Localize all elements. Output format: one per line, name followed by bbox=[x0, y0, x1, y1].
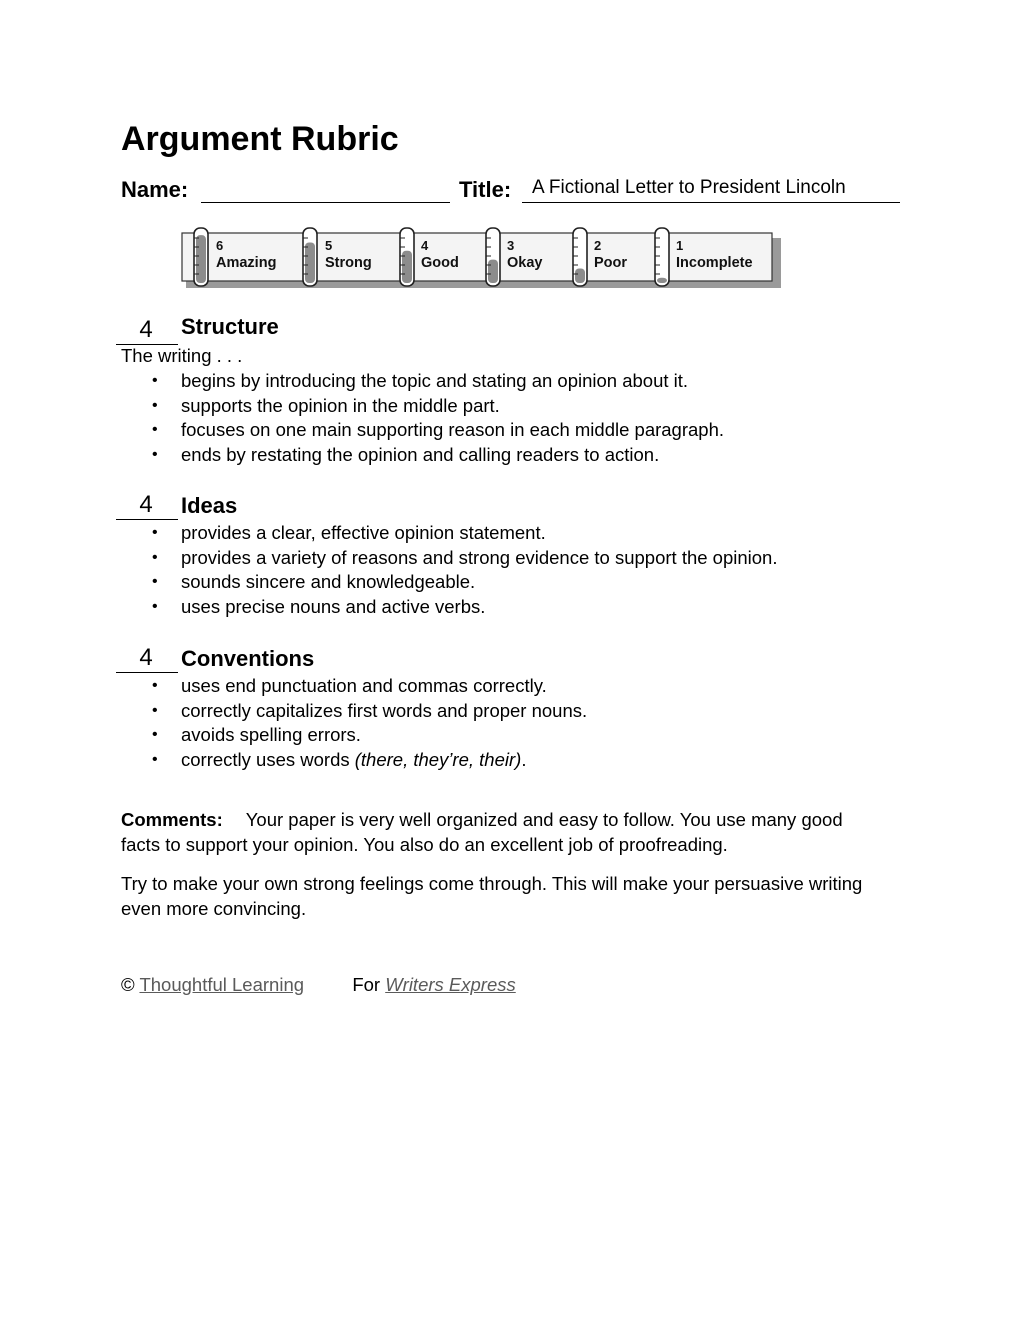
criterion-text: correctly uses words bbox=[181, 748, 355, 770]
bullet: • bbox=[152, 597, 158, 615]
conventions-criteria-list bbox=[121, 674, 587, 772]
list-item bbox=[121, 595, 777, 620]
bullet: • bbox=[152, 445, 158, 463]
criterion-text: supports the opinion in the middle part. bbox=[181, 394, 500, 416]
comments-label: Comments: bbox=[121, 809, 223, 830]
writers-express-link[interactable]: Writers Express bbox=[385, 974, 516, 995]
test-tube-icon bbox=[655, 228, 669, 286]
scale-label: Incomplete bbox=[676, 255, 753, 271]
ideas-score: 4 bbox=[139, 491, 153, 518]
for-label: For bbox=[352, 974, 381, 995]
bullet: • bbox=[152, 573, 158, 590]
structure-criteria-list bbox=[121, 369, 724, 467]
scale-number: 5 bbox=[325, 238, 333, 253]
bullet: • bbox=[152, 548, 158, 566]
bullet: • bbox=[152, 524, 158, 541]
criterion-text: provides a clear, effective opinion statement. bbox=[181, 522, 546, 543]
conventions-score-line[interactable] bbox=[116, 644, 178, 673]
test-tube-fill bbox=[488, 260, 498, 283]
test-tube-fill bbox=[305, 242, 315, 283]
structure-score: 4 bbox=[139, 316, 153, 343]
structure-heading: Structure bbox=[181, 314, 279, 339]
ideas-score-line[interactable] bbox=[116, 491, 178, 520]
structure-score-line[interactable] bbox=[116, 314, 178, 345]
bullet: • bbox=[152, 372, 158, 389]
list-item bbox=[121, 394, 724, 419]
scale-label: Strong bbox=[325, 255, 372, 271]
criterion-example-words: (there, they’re, their) bbox=[354, 748, 522, 770]
criterion-text: uses precise nouns and active verbs. bbox=[181, 595, 486, 617]
rating-scale-graphic bbox=[180, 226, 785, 292]
criterion-text: begins by introducing the topic and stating an opinion about it. bbox=[181, 370, 689, 391]
test-tube-fill bbox=[196, 235, 206, 283]
rating-scale bbox=[180, 226, 785, 292]
list-item bbox=[121, 418, 724, 443]
comments-paragraph-2: Try to make your own strong feelings come through. This will make your persuasive writing even more convincing. bbox=[121, 873, 863, 919]
ideas-heading: Ideas bbox=[181, 493, 238, 518]
criterion-text: focuses on one main supporting reason in each middle paragraph. bbox=[181, 419, 725, 440]
criterion-text: avoids spelling errors. bbox=[181, 724, 361, 745]
comments-text-1: Your paper is very well organized and easy to follow. You use many good facts to support your opinion. You also do an excellent job of proofreading. bbox=[121, 809, 843, 855]
bullet: • bbox=[152, 677, 158, 694]
criterion-text: provides a variety of reasons and strong evidence to support the opinion. bbox=[181, 546, 778, 568]
scale-number: 6 bbox=[216, 238, 224, 253]
bullet: • bbox=[152, 726, 158, 743]
criterion-text: uses end punctuation and commas correctly. bbox=[181, 675, 547, 696]
list-item bbox=[121, 723, 587, 748]
page-title: Argument Rubric bbox=[121, 120, 399, 158]
name-label: Name: bbox=[121, 177, 189, 202]
list-item bbox=[121, 369, 724, 394]
criterion-text: ends by restating the opinion and calling readers to action. bbox=[181, 443, 660, 465]
scale-number: 4 bbox=[421, 238, 429, 253]
name-field-line[interactable] bbox=[201, 202, 450, 203]
copyright-symbol: © bbox=[121, 974, 135, 995]
bullet: • bbox=[152, 750, 158, 768]
bullet: • bbox=[152, 421, 158, 438]
conventions-score: 4 bbox=[139, 644, 153, 671]
thoughtful-learning-link[interactable]: Thoughtful Learning bbox=[139, 974, 305, 995]
list-item bbox=[121, 699, 587, 724]
title-label: Title: bbox=[459, 177, 512, 202]
ideas-criteria-list bbox=[121, 521, 777, 619]
list-item bbox=[121, 674, 587, 699]
comments-paragraph-1 bbox=[121, 808, 881, 857]
bullet: • bbox=[152, 701, 158, 719]
list-item bbox=[121, 521, 777, 546]
criterion-text: correctly capitalizes first words and proper nouns. bbox=[181, 699, 588, 721]
scale-number: 1 bbox=[676, 238, 684, 253]
list-item bbox=[121, 443, 724, 468]
list-item bbox=[121, 546, 777, 571]
conventions-heading: Conventions bbox=[181, 646, 315, 671]
test-tube-fill bbox=[575, 268, 585, 283]
criterion-end: . bbox=[521, 748, 527, 770]
scale-label: Good bbox=[421, 255, 459, 271]
scale-label: Amazing bbox=[216, 255, 277, 271]
scale-number: 2 bbox=[594, 238, 602, 253]
footer bbox=[121, 973, 516, 998]
title-field-line[interactable] bbox=[522, 202, 900, 203]
bullet: • bbox=[152, 396, 158, 414]
criterion-text: sounds sincere and knowledgeable. bbox=[181, 571, 476, 592]
list-item bbox=[121, 570, 777, 595]
scale-label: Poor bbox=[594, 255, 628, 271]
scale-label: Okay bbox=[507, 255, 543, 271]
list-item bbox=[121, 748, 587, 773]
scale-number: 3 bbox=[507, 238, 515, 253]
structure-intro: The writing . . . bbox=[121, 345, 243, 366]
title-field-value: A Fictional Letter to President Lincoln bbox=[532, 177, 846, 198]
test-tube-fill bbox=[657, 278, 667, 283]
